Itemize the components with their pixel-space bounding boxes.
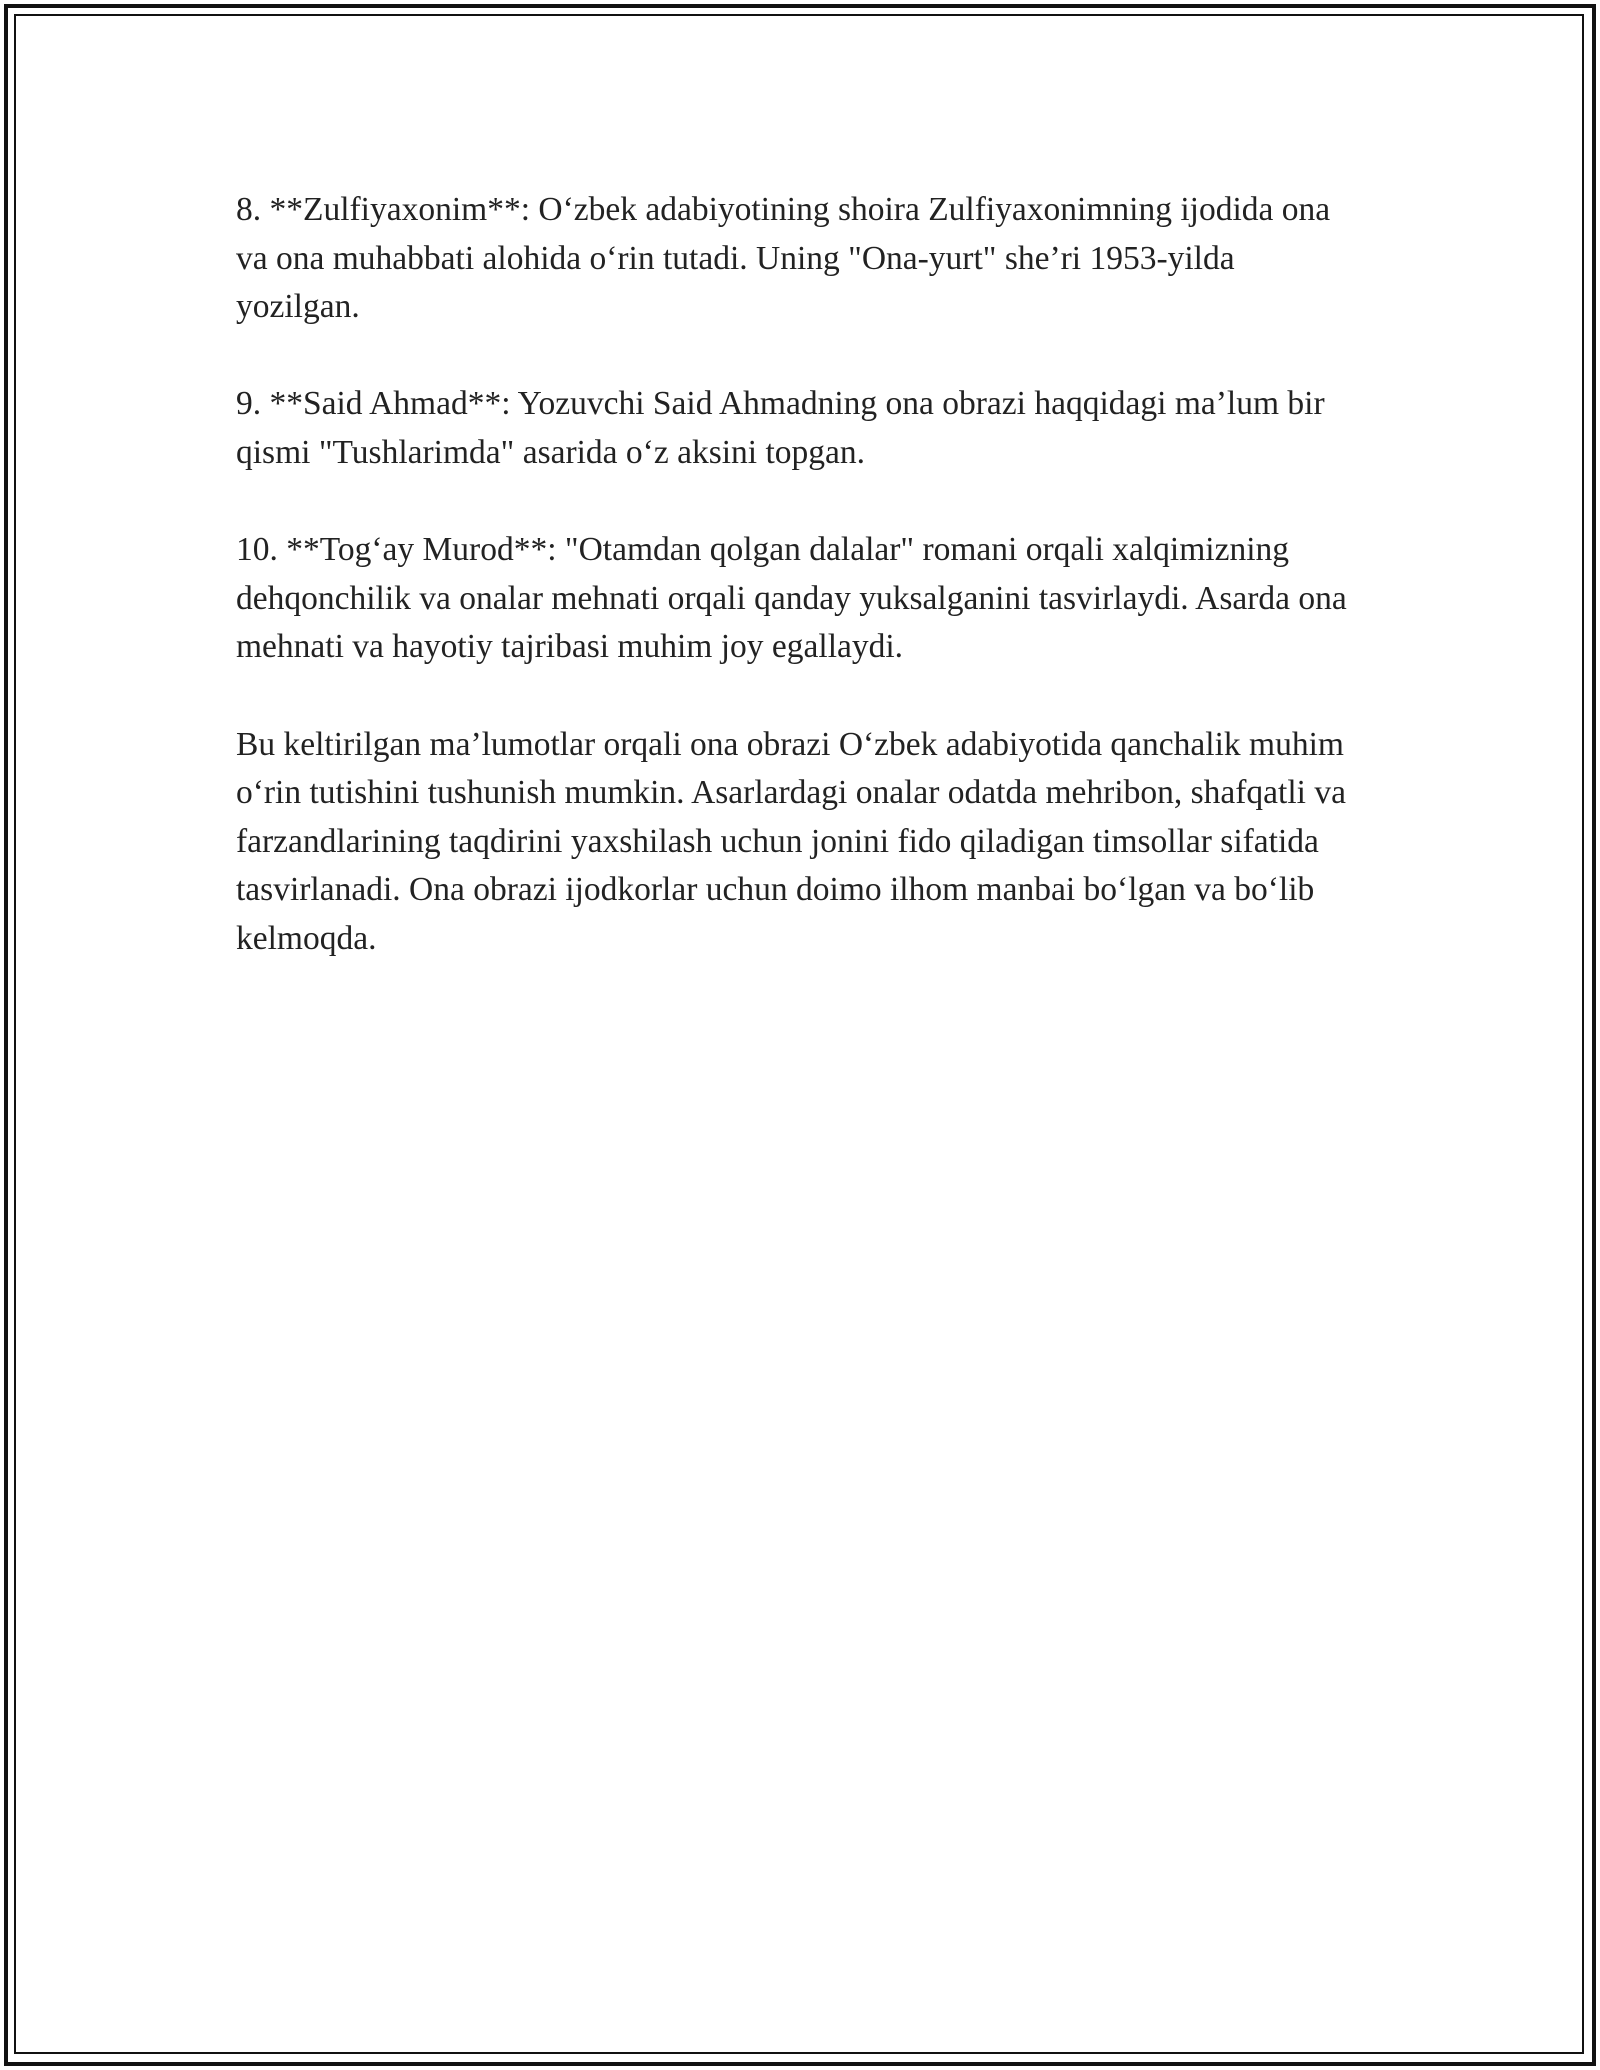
paragraph-conclusion: Bu keltirilgan ma’lumotlar orqali ona obrazi O‘zbek adabiyotida qanchalik muhim o‘rin tutishini tushunish mumkin. Asarlardagi onalar odatda mehribon, shafqatli va farzandlarining taqdirini yaxshilash uchun jonini fido qiladigan timsollar sifatida tasvirlanadi. Ona obrazi ijodkorlar uchun doimo ilhom manbai bo‘lgan va bo‘lib kelmoqda. <box>236 725 1346 957</box>
paragraph-zulfiyaxonim: 8. **Zulfiyaxonim**: O‘zbek adabiyotining shoira Zulfiyaxonimning ijodida ona va ona muhabbati alohida o‘rin tutadi. Uning "Ona-yurt" she’ri 1953-yilda yozilgan. <box>236 191 1331 326</box>
paragraph-togay-murod: 10. **Tog‘ay Murod**: "Otamdan qolgan dalalar" romani orqali xalqimizning dehqonchilik va onalar mehnati orqali qanday yuksalganini tasvirlaydi. Asarda ona mehnati va hayotiy tajribasi muhim joy egallaydi. <box>236 531 1347 666</box>
document-body <box>236 186 1366 1012</box>
paragraph-said-ahmad: 9. **Said Ahmad**: Yozuvchi Said Ahmadning ona obrazi haqqidagi ma’lum bir qismi "Tushlarimda" asarida o‘z aksini topgan. <box>236 385 1325 471</box>
